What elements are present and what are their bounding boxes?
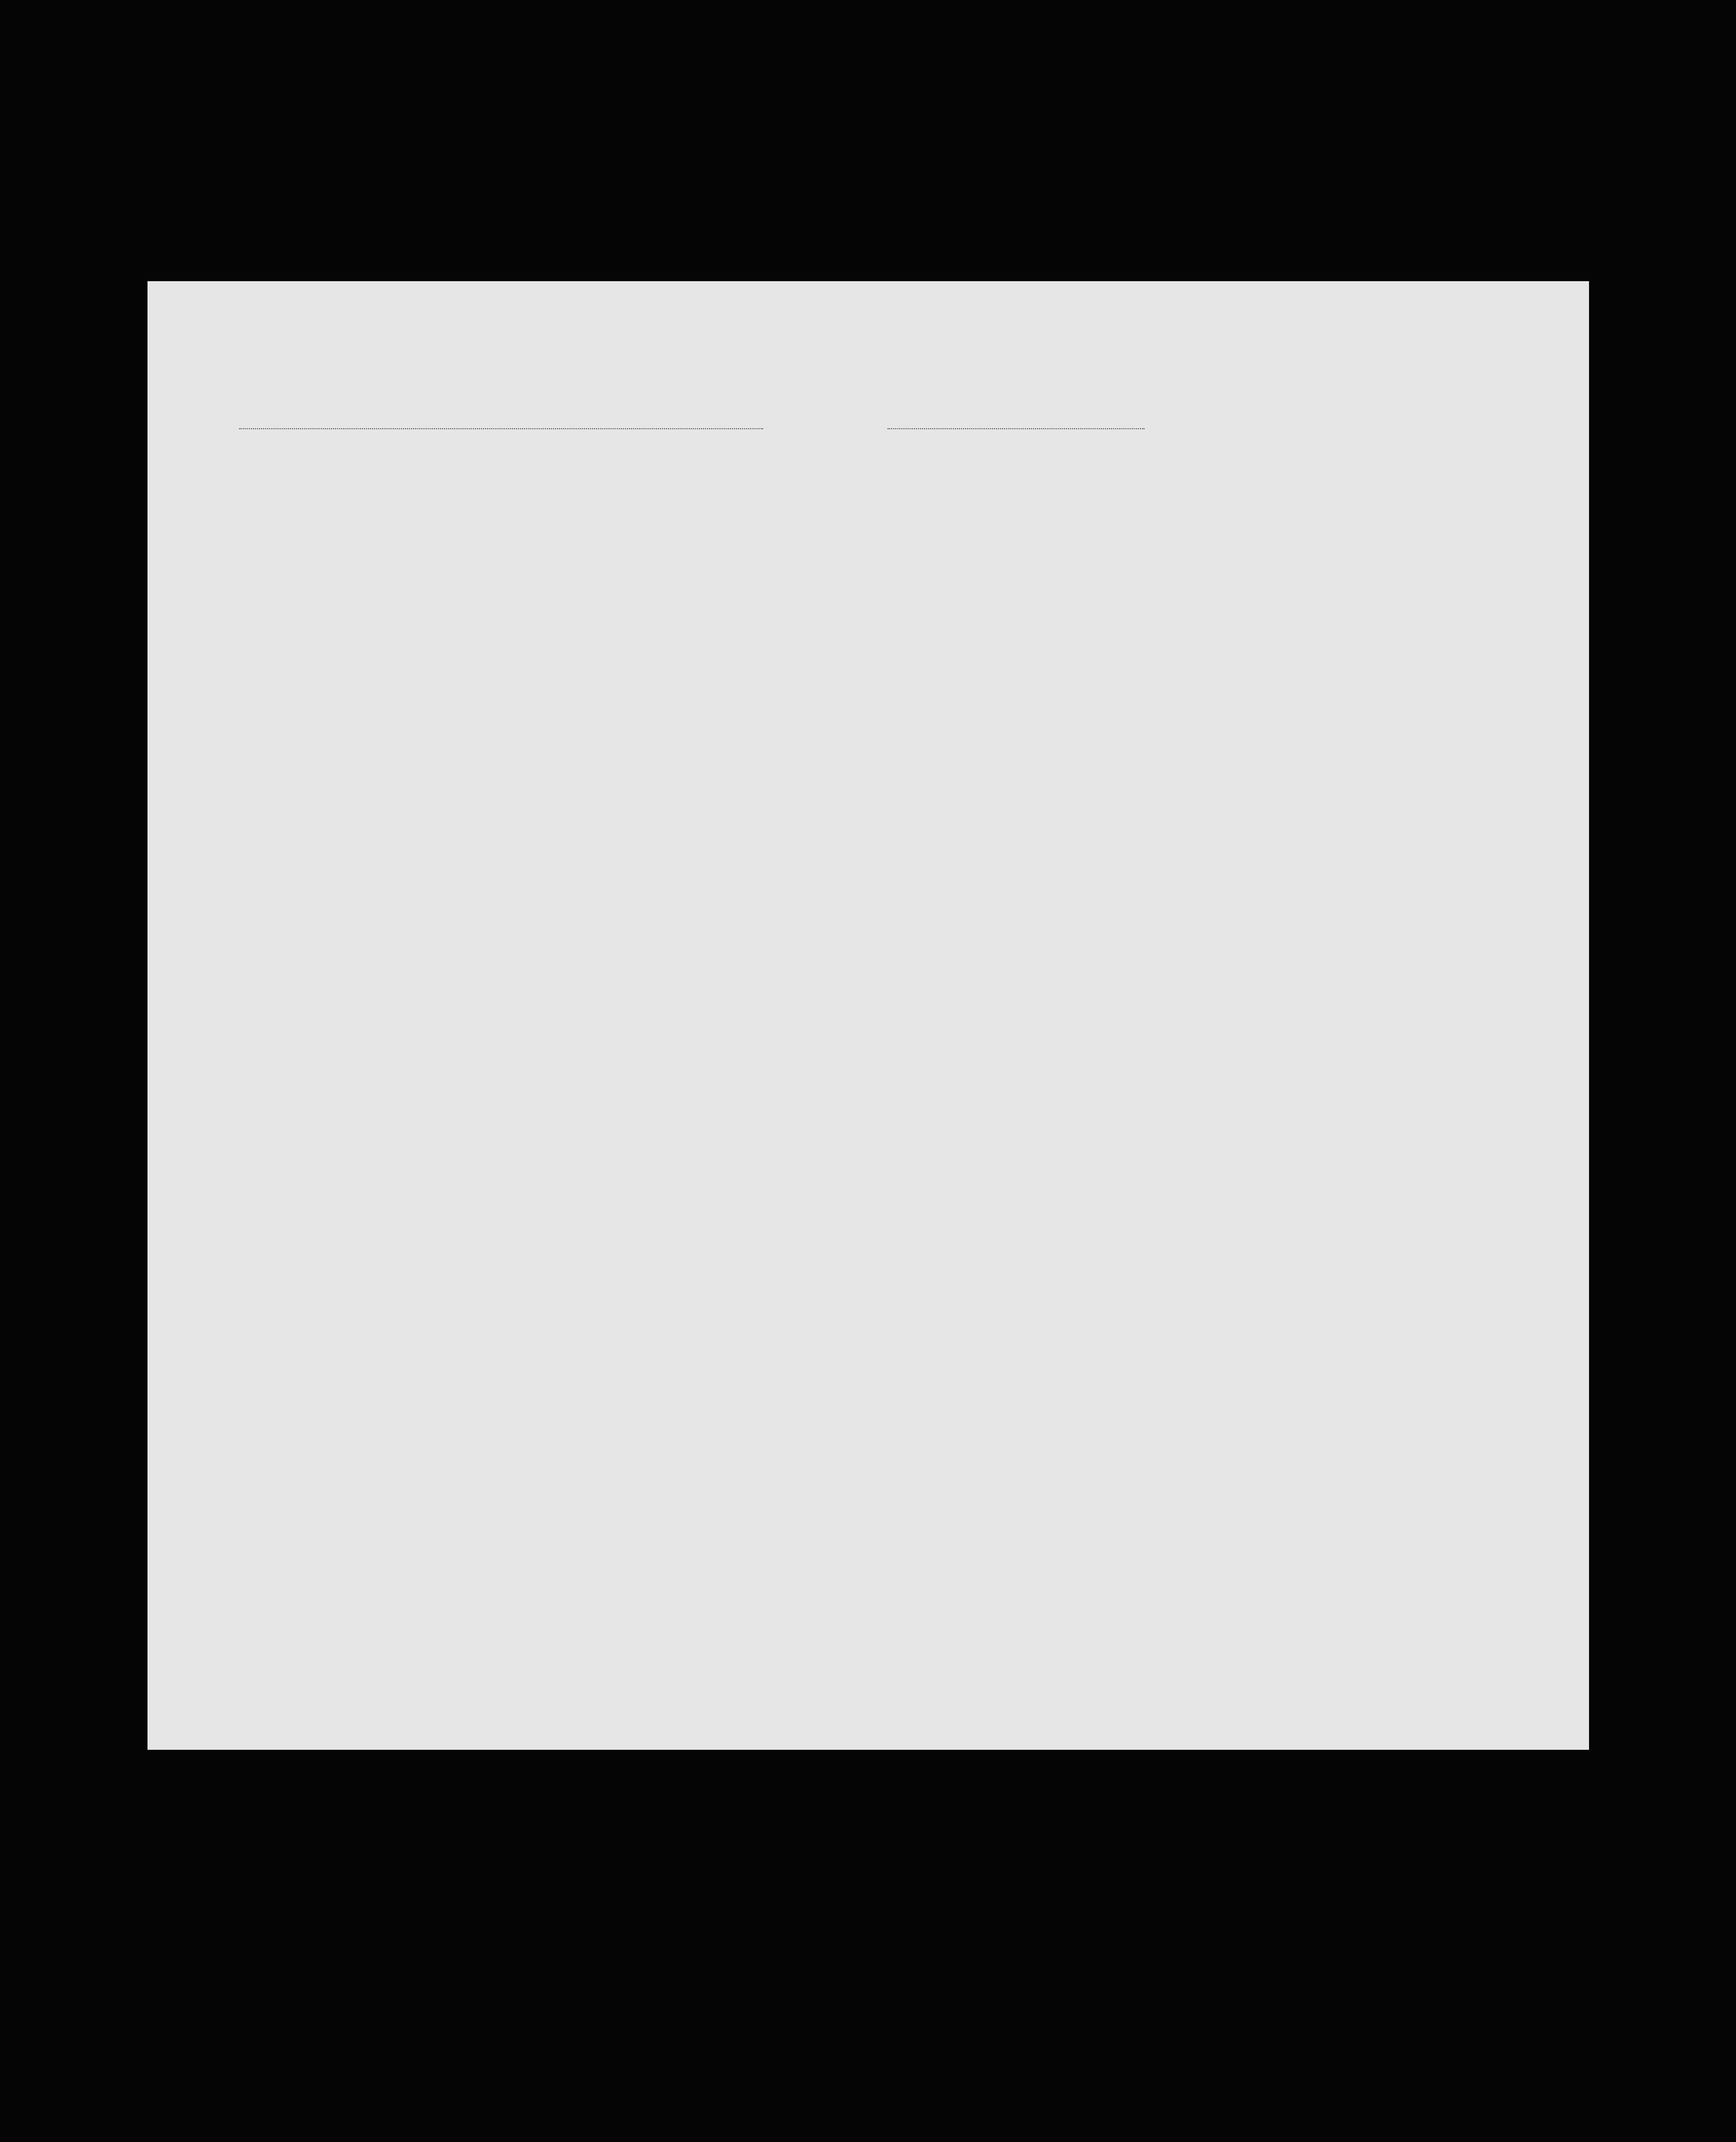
vessel-dotted-line	[239, 428, 763, 429]
sailing-dotted-line	[888, 428, 1144, 429]
manifest-page	[147, 281, 1589, 1750]
